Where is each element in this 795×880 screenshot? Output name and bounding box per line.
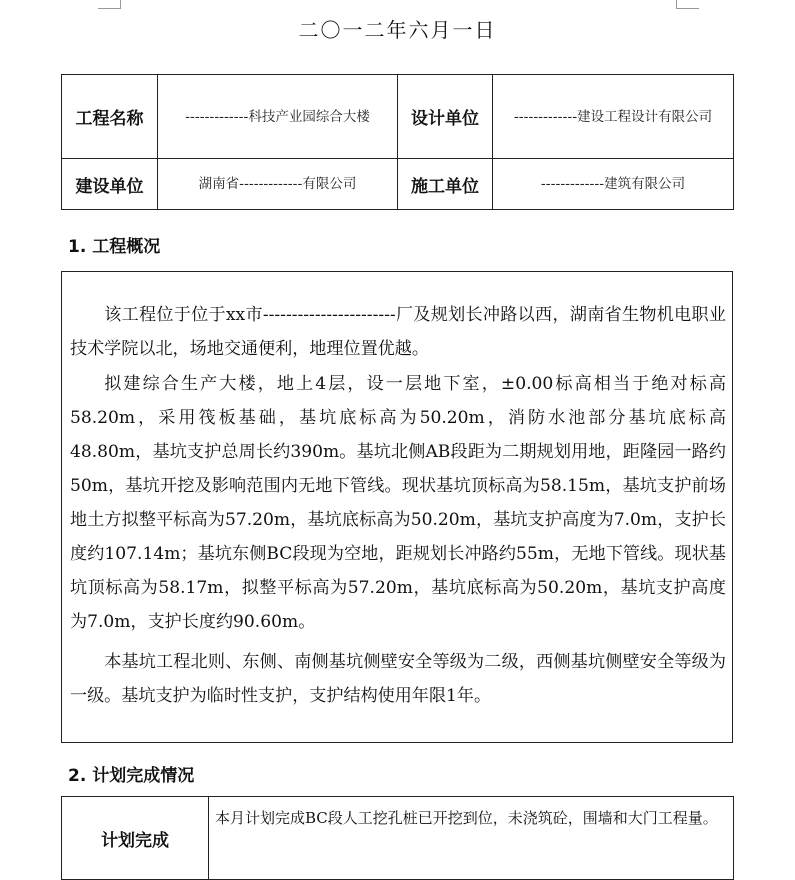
design-unit-label: 设计单位	[398, 75, 493, 159]
section-1-title: 1. 工程概况	[68, 237, 161, 257]
design-unit-value: -------------建设工程设计有限公司	[493, 75, 734, 159]
section-2-title: 2. 计划完成情况	[68, 766, 195, 786]
owner-value: 湖南省-------------有限公司	[158, 159, 398, 210]
overview-box	[61, 271, 733, 743]
project-name-value: -------------科技产业园综合大楼	[158, 75, 398, 159]
owner-label: 建设单位	[62, 159, 158, 210]
page-corner-mark-left	[98, 0, 121, 9]
project-info-table	[61, 74, 734, 210]
plan-label: 计划完成	[62, 797, 209, 880]
project-name-label: 工程名称	[62, 75, 158, 159]
contractor-label: 施工单位	[398, 159, 493, 210]
plan-text: 本月计划完成BC段人工挖孔桩已开挖到位，未浇筑砼，围墙和大门工程量。	[209, 797, 734, 880]
overview-paragraph-2: 拟建综合生产大楼，地上4层，设一层地下室，±0.00标高相当于绝对标高58.20m，采用筏板基础，基坑底标高为50.20m，消防水池部分基坑底标高48.80m，基坑支护总周长约390m。基坑北侧AB段距为二期规划用地，距隆园一路约50m，基坑开挖及影响范围内无地下管线。现状基坑顶标高为58.15m，基坑支护前场地土方拟整平标高为57.20m，基坑底标高为50.20m，基坑支护高度为7.0m，支护长度约107.14m；基坑东侧BC段现为空地，距规划长冲路约55m，无地下管线。现状基坑顶标高为58.17m，拟整平标高为57.20m，基坑底标高为50.20m，基坑支护高度为7.0m，支护长度约90.60m。	[70, 374, 726, 632]
overview-paragraph-3: 本基坑工程北则、东侧、南侧基坑侧壁安全等级为二级，西侧基坑侧壁安全等级为一级。基坑支护为临时性支护，支护结构使用年限1年。	[70, 652, 726, 706]
report-date: 二〇一二年六月一日	[298, 18, 497, 42]
page-corner-mark-right	[676, 0, 699, 9]
plan-table	[61, 796, 734, 880]
contractor-value: -------------建筑有限公司	[493, 159, 734, 210]
overview-paragraph-1: 该工程位于位于xx市-----------------------厂及规划长冲路以西，湖南省生物机电职业技术学院以北，场地交通便利，地理位置优越。	[70, 305, 726, 359]
